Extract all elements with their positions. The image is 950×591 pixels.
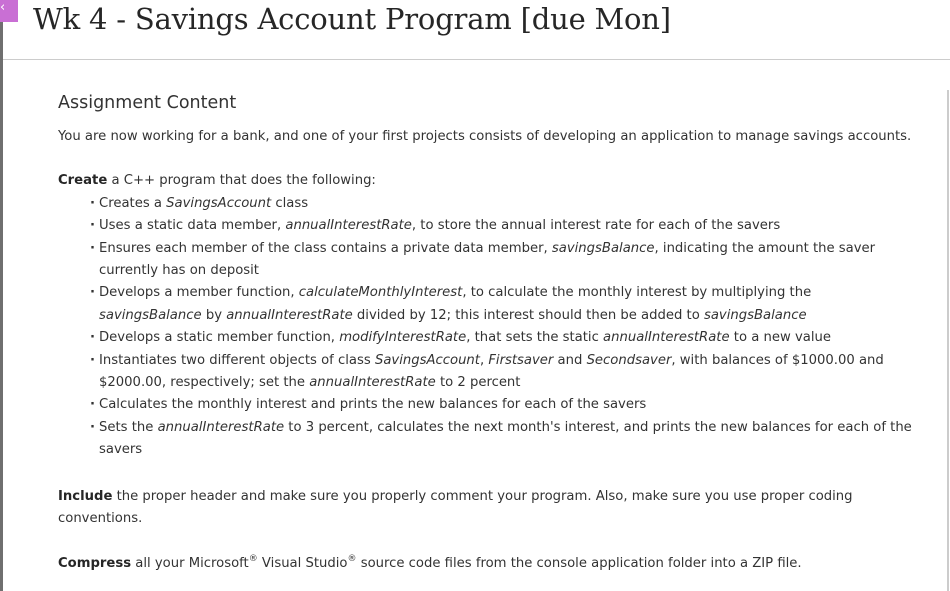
create-label: Create [58, 173, 108, 189]
chevron-left-icon: ‹ [0, 0, 6, 15]
compress-paragraph: Compress all your Microsoft® Visual Studio® source code files from the console application folder into a ZIP file. [58, 553, 802, 571]
back-button[interactable] [0, 0, 18, 22]
include-label: Include [58, 488, 113, 504]
requirements-list [58, 193, 928, 462]
title-divider [3, 59, 950, 60]
list-item: · Ensures each member of the class contains a private data member, savingsBalance, indicating the amount the saver currently has on deposit [91, 238, 928, 283]
include-paragraph: Include the proper header and make sure you properly comment your program. Also, make sure you use proper coding conventions. [58, 488, 853, 527]
list-item: · Calculates the monthly interest and prints the new balances for each of the savers [91, 394, 928, 416]
list-item: · Creates a SavingsAccount class [91, 193, 928, 215]
page-title: Wk 4 - Savings Account Program [due Mon] [33, 2, 671, 36]
list-item: · Uses a static data member, annualInterestRate, to store the annual interest rate for each of the savers [91, 215, 928, 237]
list-item: · Sets the annualInterestRate to 3 percent, calculates the next month's interest, and prints the new balances for each of the savers [91, 417, 928, 462]
content-scrollbar[interactable] [947, 90, 949, 591]
assignment-content [58, 90, 928, 575]
create-paragraph: Create a C++ program that does the following: [58, 173, 376, 189]
left-rail-divider [0, 22, 3, 591]
registered-mark: ® [248, 553, 258, 564]
intro-paragraph: You are now working for a bank, and one of your first projects consists of developing an application to manage savings accounts. [58, 129, 912, 144]
registered-mark: ® [347, 553, 357, 564]
list-item: · Instantiates two different objects of class SavingsAccount, Firstsaver and Secondsaver, with balances of $1000.00 and $2000.00, respectively; set the annualInterestRate to 2 percent [91, 350, 928, 395]
list-item: · Develops a static member function, modifyInterestRate, that sets the static annualInterestRate to a new value [91, 327, 928, 349]
list-item: · Develops a member function, calculateMonthlyInterest, to calculate the monthly interest by multiplying the savingsBalance by annualInterestRate divided by 12; this interest should then be added to savingsBalance [91, 282, 928, 327]
section-title: Assignment Content [58, 93, 237, 113]
compress-label: Compress [58, 555, 132, 571]
